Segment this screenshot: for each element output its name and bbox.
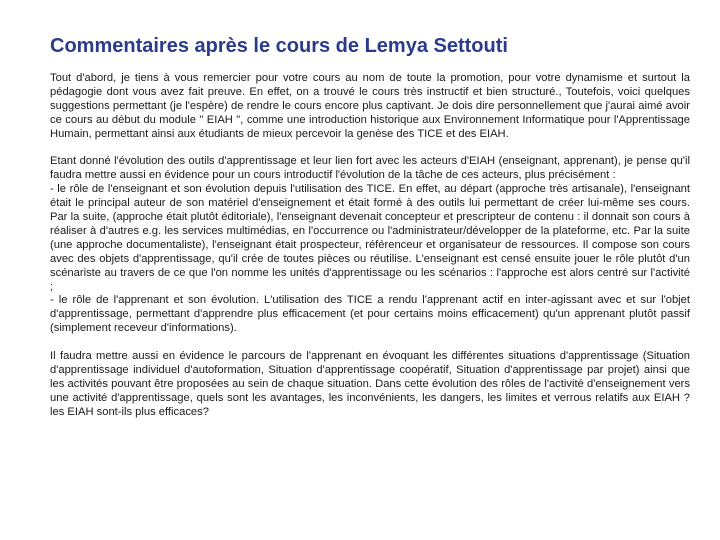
paragraph-learner-path-text: Il faudra mettre aussi en évidence le parcours de l'apprenant en évoquant les différentes situations d'apprentissage (Situation d'apprentissage individuel d'autoformation, Situation d'apprentissage coopératif, Situation d'apprentissage par projet) ainsi que les activités pouvant être proposées au sein de chaque situation. Dans cette évolution des rôles de l'activité d'enseignement vers une activité d'apprentissage, quels sont les avantages, les inconvénients, les dangers, les limites et verrous relatifs aux EIAH ? les EIAH sont-ils plus efficaces? <box>50 350 690 418</box>
paragraph-learner-path <box>50 350 690 420</box>
paragraph-actors-text: Etant donné l'évolution des outils d'apprentissage et leur lien fort avec les acteurs d'EIAH (enseignant, apprenant), je pense qu'il faudra mettre aussi en évidence pour un cours introductif l'évolution de la tâche de ces acteurs, plus précisément : <box>50 155 690 182</box>
slide-title: Commentaires après le cours de Lemya Settouti <box>50 35 508 57</box>
bullet-learner-role: - le rôle de l'apprenant et son évolution. L'utilisation des TICE a rendu l'apprenant actif en inter-agissant avec et sur l'objet d'apprentissage, permettant d'apprendre plus efficacement (et pour certains moins efficacement) qu'un apprenant plutôt passif (simplement receveur d'informations). <box>50 294 690 335</box>
paragraph-intro-text: Tout d'abord, je tiens à vous remercier pour votre cours au nom de toute la promotion, pour votre dynamisme et surtout la pédagogie dont vous avez fait preuve. En effet, on a trouvé le cours très instructif et bien structuré., Toutefois, voici quelques suggestions permettant (je l'espère) de rendre le cours encore plus captivant. Je dois dire personnellement que j'aurai aimé avoir ce cours au début du module " EIAH ", comme une introduction historique aux Environnement Informatique pour l'Apprentissage Humain, permettant ainsi aux étudiants de mieux percevoir la genèse des TICE et des EIAH. <box>50 72 690 140</box>
paragraph-actors <box>50 155 690 336</box>
paragraph-intro <box>50 72 690 142</box>
bullet-teacher-role: - le rôle de l'enseignant et son évolution depuis l'utilisation des TICE. En effet, au départ (approche très artisanale), l'enseignant était le principal auteur de son matériel d'enseignement et était formé à des outils lui permettant de créer lui-même ses cours. Par la suite, (approche était plutôt éditoriale), l'enseignant devenait concepteur et prescripteur de contenu : il donnait son cours à réaliser à d'autres e.g. les services multimédias, en l'occurrence ou l'administrateur/développer de la plateforme, etc. Par la suite (une approche documentaliste), l'enseignant était prospecteur, référenceur et organisateur de ressources. Il compose son cours avec des objets d'apprentissage, qu'il crée de toutes pièces ou réutilise. L'enseignant est censé ensuite jouer le rôle plutôt d'un scénariste au travers de ce que l'on nomme les unités d'apprentissage ou les scénarios : l'approche est alors centré sur l'activité ; <box>50 183 690 293</box>
slide-body <box>50 72 690 420</box>
